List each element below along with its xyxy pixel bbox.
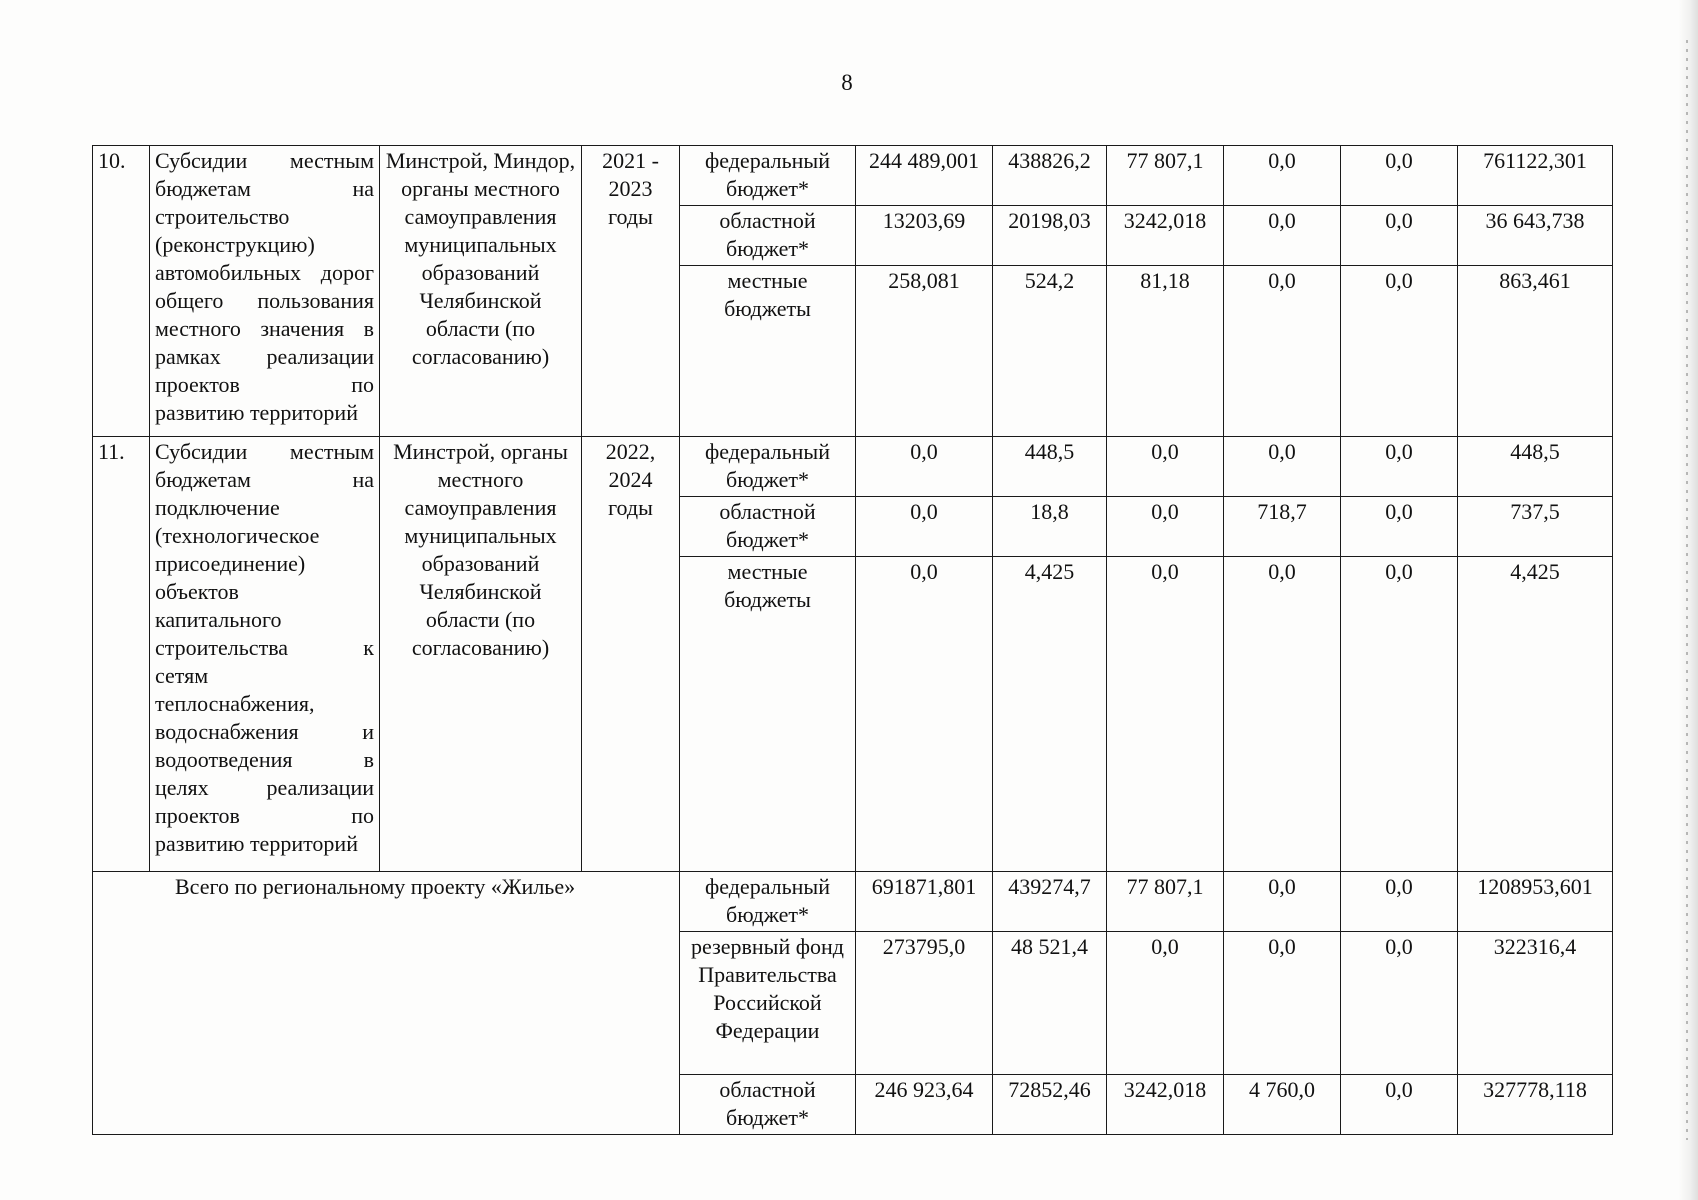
measure-name-line: проектов по [155, 803, 374, 828]
row-number: 10. [93, 146, 150, 437]
amount-cell: 0,0 [1341, 557, 1458, 872]
amount-cell: 761122,301 [1458, 146, 1613, 206]
amount-cell: 0,0 [1341, 146, 1458, 206]
measure-name-line: присоединение) [155, 551, 306, 576]
amount-cell: 36 643,738 [1458, 206, 1613, 266]
measure-name-line: (реконструкцию) [155, 232, 315, 257]
amount-cell: 4,425 [993, 557, 1107, 872]
amount-cell: 0,0 [1107, 932, 1224, 1075]
amount-cell: 718,7 [1224, 497, 1341, 557]
funding-source: областной бюджет* [680, 1075, 856, 1135]
amount-cell: 77 807,1 [1107, 872, 1224, 932]
years-cell: 2021 - 2023 годы [582, 146, 680, 437]
measure-name-line: Субсидии местным [155, 148, 374, 173]
row-number: 11. [93, 437, 150, 872]
amount-cell: 322316,4 [1458, 932, 1613, 1075]
measure-name-line: автомобильных дорог [155, 260, 374, 285]
measure-name-line: строительства к [155, 635, 374, 660]
amount-cell: 244 489,001 [856, 146, 993, 206]
measure-name-line: сетям [155, 663, 209, 688]
amount-cell: 524,2 [993, 266, 1107, 437]
amount-cell: 18,8 [993, 497, 1107, 557]
amount-cell: 0,0 [1224, 932, 1341, 1075]
table-row [93, 146, 1613, 206]
amount-cell: 0,0 [1341, 932, 1458, 1075]
measure-name-line: бюджетам на [155, 176, 374, 201]
measure-name-line: (технологическое [155, 523, 320, 548]
amount-cell: 0,0 [1341, 872, 1458, 932]
measure-name-line: водоотведения в [155, 747, 374, 772]
amount-cell: 0,0 [1341, 266, 1458, 437]
measure-name [150, 146, 380, 437]
scan-edge-artifact [1678, 0, 1698, 1200]
measure-name-line: целях реализации [155, 775, 374, 800]
amount-cell: 0,0 [1107, 557, 1224, 872]
total-label: Всего по региональному проекту «Жилье» [93, 872, 680, 1135]
page-number: 8 [841, 70, 853, 95]
amount-cell: 0,0 [856, 437, 993, 497]
funding-source: местные бюджеты [680, 266, 856, 437]
amount-cell: 13203,69 [856, 206, 993, 266]
measure-name [150, 437, 380, 872]
amount-cell: 48 521,4 [993, 932, 1107, 1075]
amount-cell: 3242,018 [1107, 206, 1224, 266]
amount-cell: 448,5 [993, 437, 1107, 497]
amount-cell: 20198,03 [993, 206, 1107, 266]
amount-cell: 77 807,1 [1107, 146, 1224, 206]
amount-cell: 0,0 [1341, 206, 1458, 266]
amount-cell: 258,081 [856, 266, 993, 437]
amount-cell: 448,5 [1458, 437, 1613, 497]
amount-cell: 4 760,0 [1224, 1075, 1341, 1135]
amount-cell: 0,0 [1224, 872, 1341, 932]
amount-cell: 81,18 [1107, 266, 1224, 437]
measure-name-line: водоснабжения и [155, 719, 374, 744]
measure-name-line: развитию территорий [155, 400, 358, 425]
amount-cell: 0,0 [1341, 437, 1458, 497]
measure-name-line: рамках реализации [155, 344, 374, 369]
amount-cell: 0,0 [1224, 557, 1341, 872]
amount-cell: 0,0 [1107, 437, 1224, 497]
amount-cell: 3242,018 [1107, 1075, 1224, 1135]
amount-cell: 246 923,64 [856, 1075, 993, 1135]
funding-source: федеральный бюджет* [680, 437, 856, 497]
funding-source: областной бюджет* [680, 206, 856, 266]
amount-cell: 4,425 [1458, 557, 1613, 872]
amount-cell: 438826,2 [993, 146, 1107, 206]
measure-name-line: Субсидии местным [155, 439, 374, 464]
measure-name-line: капитального [155, 607, 282, 632]
table-row [93, 437, 1613, 497]
amount-cell: 327778,118 [1458, 1075, 1613, 1135]
amount-cell: 0,0 [856, 497, 993, 557]
executors-cell: Минстрой, Миндор, органы местного самоуправления муниципальных образований Челябинской области (по согласованию) [380, 146, 582, 437]
amount-cell: 72852,46 [993, 1075, 1107, 1135]
amount-cell: 1208953,601 [1458, 872, 1613, 932]
total-row [93, 872, 1613, 932]
amount-cell: 0,0 [856, 557, 993, 872]
measure-name-line: строительство [155, 204, 290, 229]
amount-cell: 439274,7 [993, 872, 1107, 932]
amount-cell: 0,0 [1107, 497, 1224, 557]
measure-name-line: теплоснабжения, [155, 691, 315, 716]
funding-source: федеральный бюджет* [680, 872, 856, 932]
funding-source: резервный фонд Правительства Российской Федерации [680, 932, 856, 1075]
measure-name-line: местного значения в [155, 316, 374, 341]
amount-cell: 691871,801 [856, 872, 993, 932]
amount-cell: 737,5 [1458, 497, 1613, 557]
amount-cell: 0,0 [1341, 497, 1458, 557]
measure-name-line: развитию территорий [155, 831, 358, 856]
amount-cell: 273795,0 [856, 932, 993, 1075]
amount-cell: 863,461 [1458, 266, 1613, 437]
funding-source: федеральный бюджет* [680, 146, 856, 206]
measure-name-line: подключение [155, 495, 280, 520]
measure-name-line: общего пользования [155, 288, 374, 313]
amount-cell: 0,0 [1341, 1075, 1458, 1135]
funding-table [92, 145, 1613, 1135]
funding-source: областной бюджет* [680, 497, 856, 557]
amount-cell: 0,0 [1224, 266, 1341, 437]
amount-cell: 0,0 [1224, 437, 1341, 497]
funding-source: местные бюджеты [680, 557, 856, 872]
years-cell: 2022, 2024 годы [582, 437, 680, 872]
measure-name-line: бюджетам на [155, 467, 374, 492]
executors-cell: Минстрой, органы местного самоуправления муниципальных образований Челябинской области (по согласованию) [380, 437, 582, 872]
amount-cell: 0,0 [1224, 146, 1341, 206]
measure-name-line: объектов [155, 579, 239, 604]
measure-name-line: проектов по [155, 372, 374, 397]
amount-cell: 0,0 [1224, 206, 1341, 266]
